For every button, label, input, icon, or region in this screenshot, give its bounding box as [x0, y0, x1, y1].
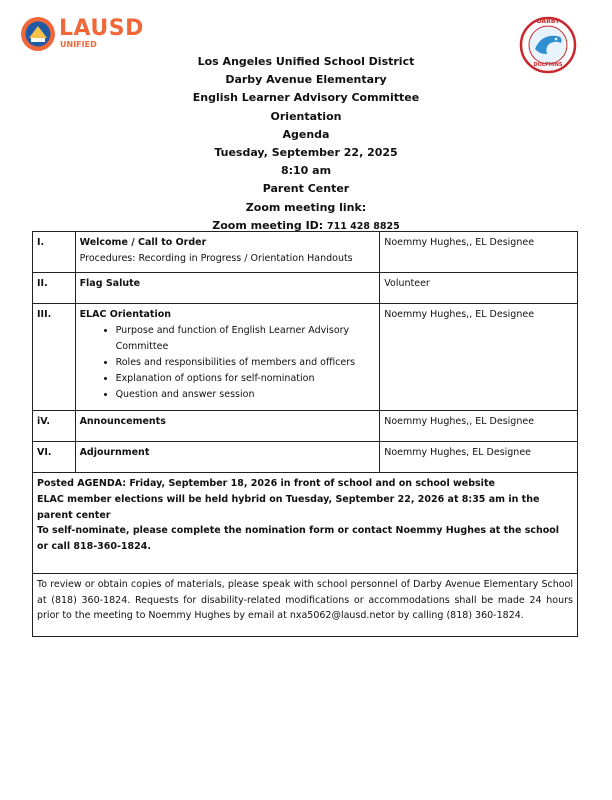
agenda-item-title: Adjournment [79, 447, 150, 458]
agenda-item [75, 273, 380, 304]
agenda-item-number: II. [33, 273, 76, 304]
agenda-row [33, 411, 578, 442]
school-name: Darby Avenue Elementary [225, 73, 387, 87]
agenda-item-title: Flag Salute [79, 278, 141, 289]
zoom-id-number: 711 428 8825 [327, 220, 400, 232]
darby-logo-bottom-text: DOLPHINS [533, 62, 563, 68]
meeting-name: Orientation [270, 109, 342, 123]
agenda-item-number: III. [33, 304, 76, 411]
agenda-row [33, 232, 578, 273]
agenda-item-number: I. [33, 232, 76, 273]
agenda-item [75, 442, 380, 473]
agenda-item-title: Welcome / Call to Order [79, 237, 207, 248]
agenda-item [75, 232, 380, 273]
agenda-item-title: Announcements [79, 416, 166, 427]
bullet-item: • Roles and responsibilities of members and officers [116, 355, 376, 371]
accommodations-notice [32, 573, 578, 637]
accommodations-text: To review or obtain copies of materials, please speak with school personnel of Darby Avenue Elementary School at (818) 360-1824. Requests for disability-related modifications or accommodations shall be made 24 hours prior to the meeting to Noemmy Hughes by email at nxa5062@lausd.netor by calling (818) 360-1824. [37, 579, 573, 622]
elections-line: ELAC member elections will be held hybrid on Tuesday, September 22, 2026 at 8:35 am in the parent center [37, 493, 540, 521]
agenda-row [33, 304, 578, 411]
committee-name: English Learner Advisory Committee [192, 91, 420, 105]
agenda-row [33, 273, 578, 304]
zoom-id-label: Zoom meeting ID: [212, 218, 324, 232]
agenda-item-presenter: Noemmy Hughes,, EL Designee [380, 411, 578, 442]
agenda-item-number: VI. [33, 442, 76, 473]
district-name: Los Angeles Unified School District [197, 55, 415, 68]
agenda-table [32, 231, 578, 473]
bullet-item: • Question and answer session [116, 387, 376, 403]
agenda-item-bullets [80, 323, 376, 403]
agenda-item-presenter: Noemmy Hughes,, EL Designee [380, 304, 578, 411]
bullet-item: • Purpose and function of English Learner Advisory Committee [116, 323, 376, 355]
agenda-item-presenter: Volunteer [380, 273, 578, 304]
meeting-location: Parent Center [262, 182, 350, 196]
lausd-logo-text: LAUSD [59, 16, 144, 41]
agenda-row [33, 442, 578, 473]
zoom-link-label: Zoom meeting link: [245, 200, 367, 214]
lausd-logo [20, 16, 150, 56]
document-type: Agenda [282, 127, 330, 141]
bullet-item: • Explanation of options for self-nomination [116, 371, 376, 387]
agenda-item-detail: Procedures: Recording in Progress / Orientation Handouts [79, 252, 353, 264]
meeting-date: Tuesday, September 22, 2025 [214, 145, 398, 159]
self-nomination-line: To self-nominate, please complete the nomination form or contact Noemmy Hughes at the school or call 818-360-1824. [37, 525, 560, 553]
meeting-time: 8:10 am [280, 164, 332, 178]
agenda-item-presenter: Noemmy Hughes,, EL Designee [380, 232, 578, 273]
agenda-item-title: ELAC Orientation [79, 309, 171, 320]
lausd-seal-icon [20, 16, 56, 52]
agenda-item-number: iV. [33, 411, 76, 442]
agenda-item [75, 304, 380, 411]
posting-notice [32, 472, 578, 574]
lausd-logo-subtext: UNIFIED [60, 40, 97, 49]
posted-agenda-line: Posted AGENDA: Friday, September 18, 2026 in front of school and on school website [37, 478, 495, 489]
agenda-header [0, 53, 612, 235]
agenda-item-presenter: Noemmy Hughes, EL Designee [380, 442, 578, 473]
darby-logo-top-text: DARBY [536, 18, 560, 25]
agenda-item [75, 411, 380, 442]
